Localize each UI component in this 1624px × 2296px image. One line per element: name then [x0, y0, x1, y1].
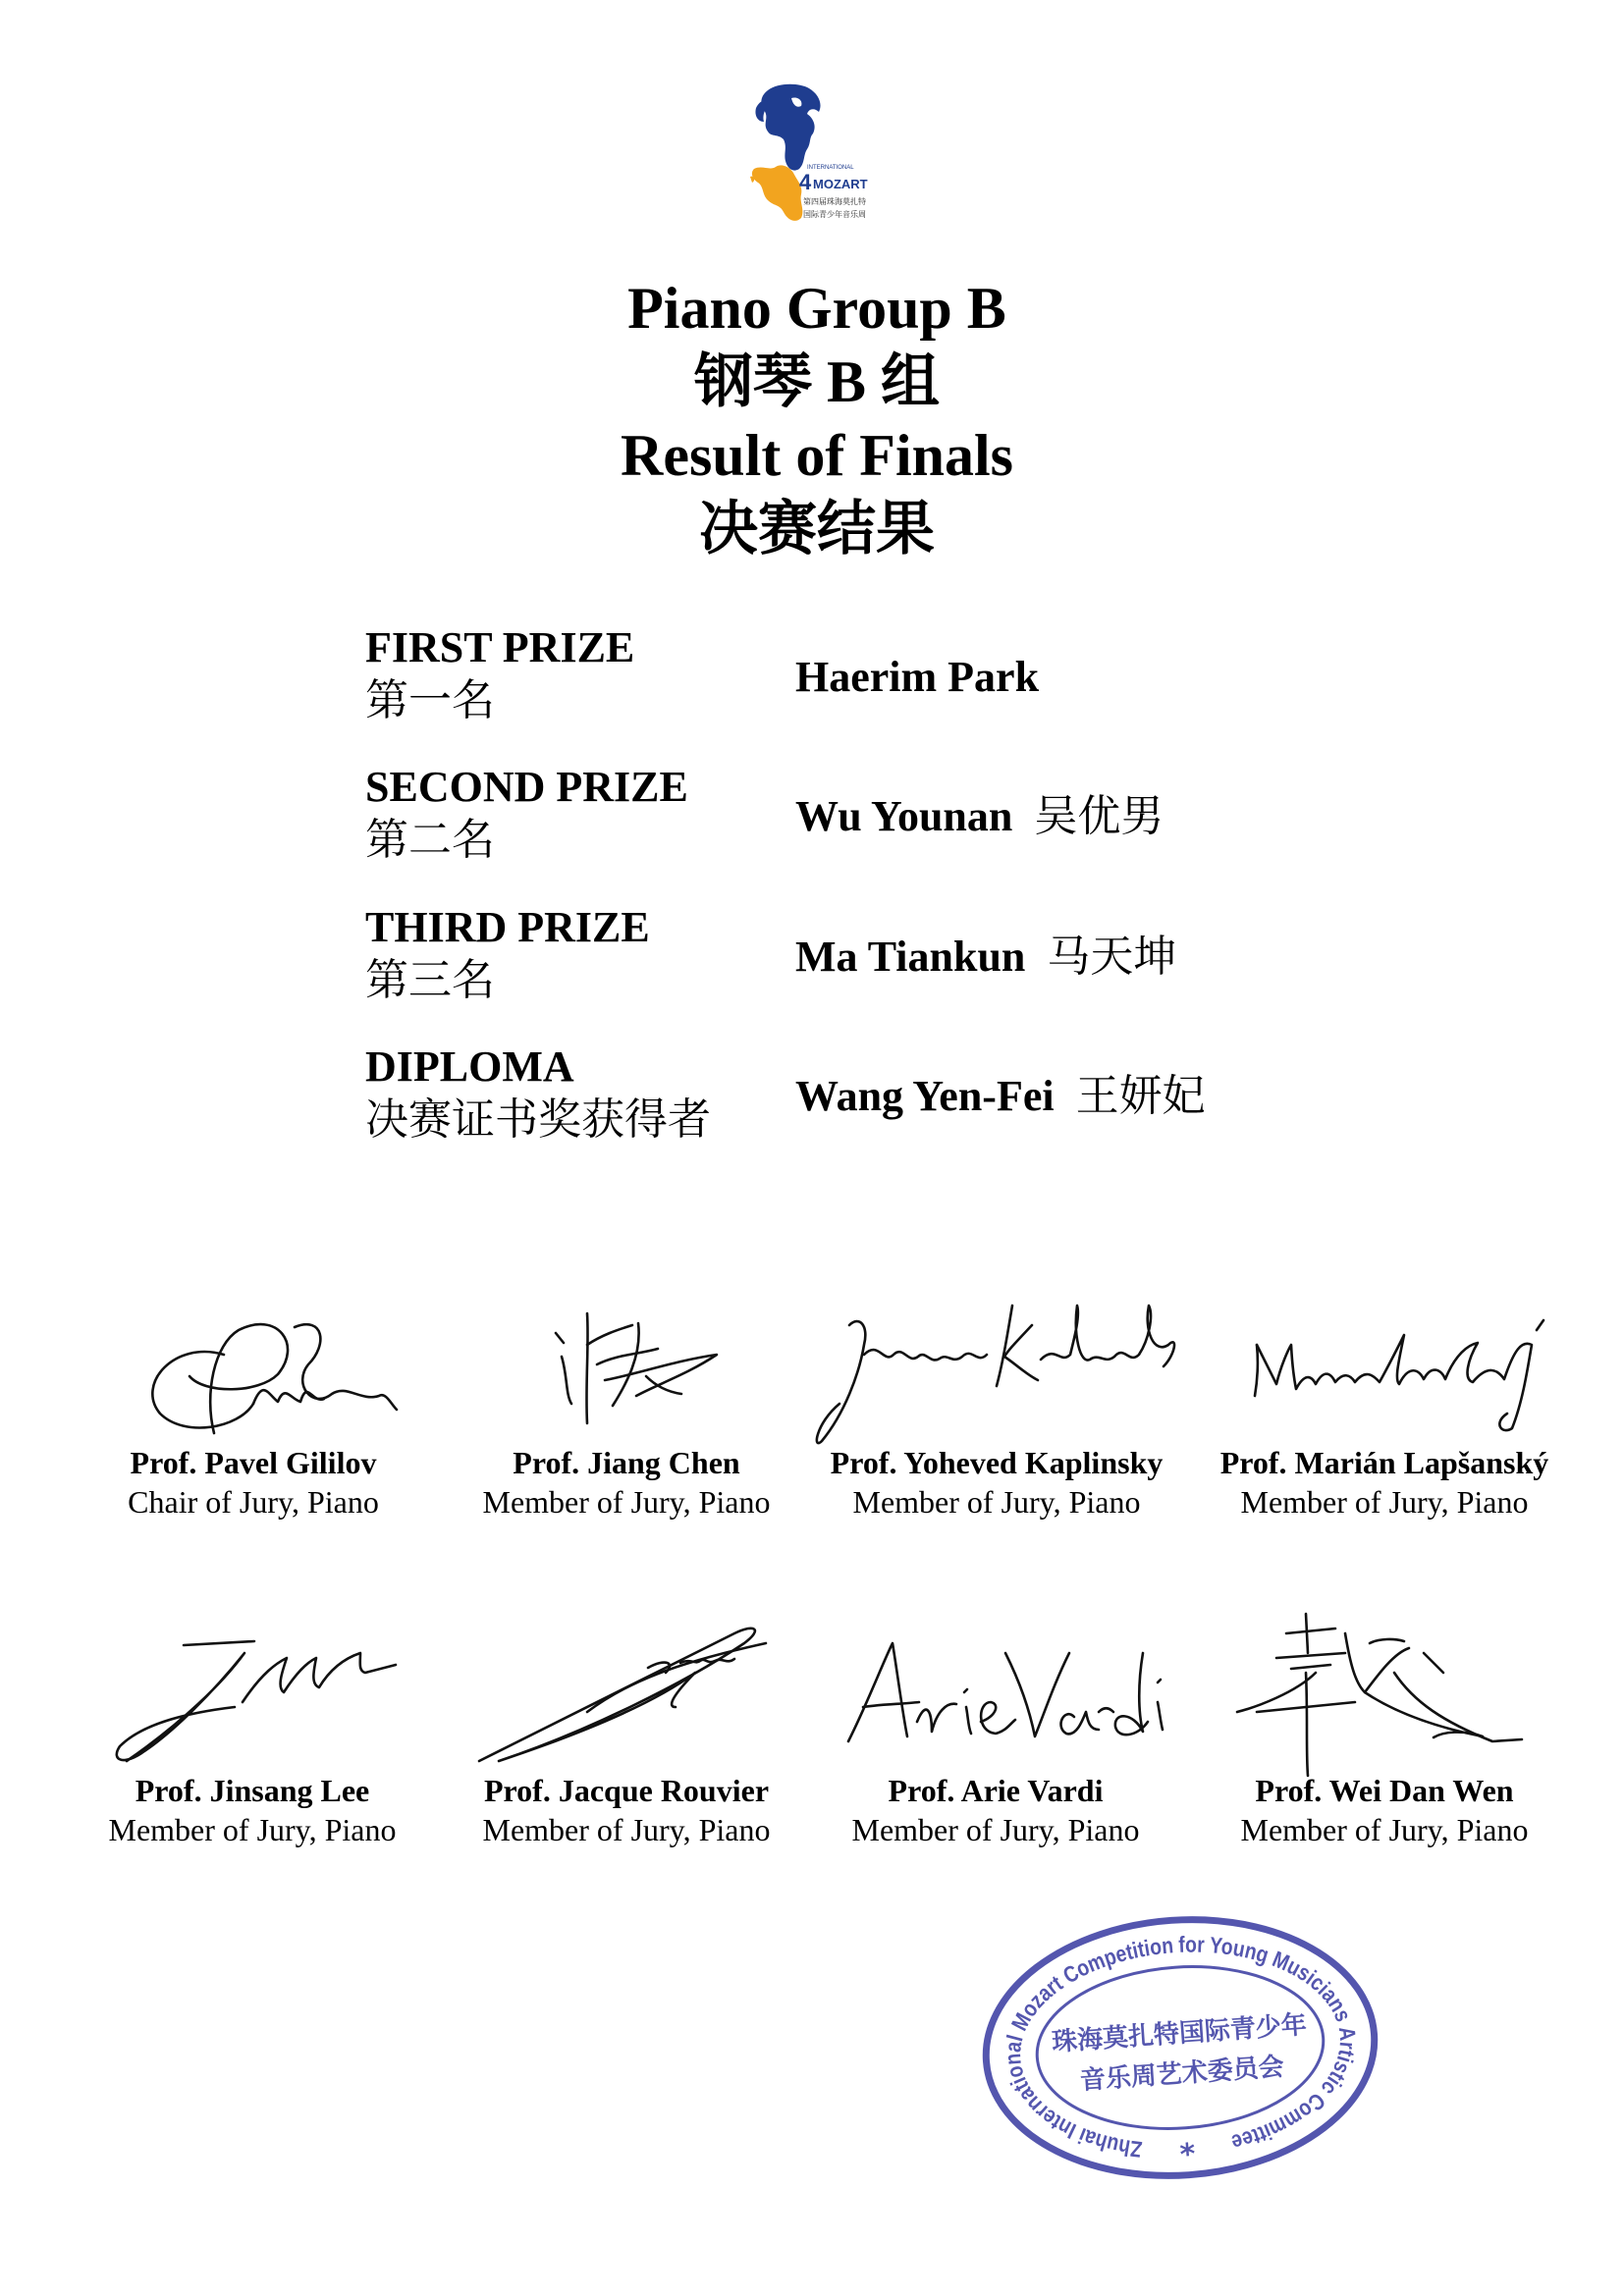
jury-member [810, 1286, 1183, 1522]
jury-role: Member of Jury, Piano [1240, 1812, 1529, 1847]
signature-jinsang-lee [66, 1614, 439, 1771]
mozart-silhouette-icon [761, 84, 820, 171]
jury-name: Prof. Jacque Rouvier [483, 1773, 770, 1808]
prize-label-zh: 第二名 [365, 816, 495, 864]
logo-zh-line2: 国际青少年音乐周 [803, 210, 866, 219]
title-en: Piano Group B [627, 276, 1006, 341]
prize-label-en: THIRD PRIZE [365, 903, 650, 951]
signature-vardi [809, 1614, 1182, 1771]
seal-star-icon: * [1178, 2137, 1197, 2173]
winner-name-zh: 王妍妃 [1075, 1072, 1206, 1120]
jury-role: Member of Jury, Piano [851, 1812, 1140, 1847]
signature-rouvier [440, 1614, 813, 1771]
subtitle-zh: 决赛结果 [699, 497, 935, 561]
winner-name-zh: 吴优男 [1034, 792, 1164, 840]
signature-lapsansky [1198, 1286, 1571, 1443]
jury-role: Member of Jury, Piano [108, 1812, 397, 1847]
jury-role: Member of Jury, Piano [482, 1484, 771, 1520]
signature-kaplinsky [810, 1286, 1183, 1443]
winner-name-en: Ma Tiankun [795, 933, 1026, 981]
result-row-diploma [365, 1041, 1249, 1151]
result-row-first-prize [365, 622, 1249, 732]
jury-member [440, 1614, 813, 1849]
jury-name: Prof. Pavel Gililov [130, 1445, 377, 1480]
subtitle-en: Result of Finals [620, 423, 1014, 488]
result-row-third-prize [365, 902, 1249, 1012]
jury-name: Prof. Arie Vardi [888, 1773, 1104, 1808]
jury-member [440, 1286, 813, 1522]
signature-gililov [67, 1286, 440, 1443]
logo-brand: MOZART [813, 177, 868, 191]
winner-name-zh: 马天坤 [1047, 933, 1177, 981]
logo-small-line: INTERNATIONAL [807, 165, 854, 171]
jury-name: Prof. Yoheved Kaplinsky [830, 1445, 1164, 1480]
seal-center-line2: 音乐周艺术委员会 [1079, 2052, 1285, 2097]
prize-label-en: FIRST PRIZE [365, 623, 635, 671]
prize-label-en: SECOND PRIZE [365, 763, 688, 811]
prize-label-en: DIPLOMA [365, 1042, 574, 1091]
signature-wei-dan-wen [1198, 1614, 1571, 1771]
winner-name [795, 652, 1039, 703]
map-shape-icon [752, 165, 802, 220]
prize-label-zh: 决赛证书奖获得者 [365, 1095, 711, 1144]
result-row-second-prize [365, 762, 1249, 872]
winner-name-en: Wang Yen-Fei [795, 1072, 1055, 1120]
page-title [522, 272, 1111, 566]
jury-member [1198, 1614, 1571, 1849]
jury-role: Member of Jury, Piano [852, 1484, 1141, 1520]
jury-role: Member of Jury, Piano [1240, 1484, 1529, 1520]
winner-name-en: Wu Younan [795, 792, 1013, 840]
jury-role: Chair of Jury, Piano [128, 1484, 379, 1520]
jury-name: Prof. Marián Lapšanský [1219, 1445, 1549, 1480]
logo-zh-line1: 第四届珠海莫扎特 [803, 197, 866, 206]
prize-label-zh: 第一名 [365, 676, 495, 724]
title-zh: 钢琴 B 组 [693, 349, 941, 414]
winner-name [795, 932, 1176, 983]
winner-name [795, 791, 1164, 842]
winner-name-en: Haerim Park [795, 653, 1040, 701]
jury-name: Prof. Wei Dan Wen [1255, 1773, 1514, 1808]
prize-label-zh: 第三名 [365, 956, 495, 1004]
jury-name: Prof. Jiang Chen [513, 1445, 740, 1480]
seal-ring-text: Zhuhai International Mozart Competition for Young Musicians Artistic Committee [999, 1931, 1362, 2163]
jury-role: Member of Jury, Piano [482, 1812, 771, 1847]
signature-jiang-chen [440, 1286, 813, 1443]
jury-name: Prof. Jinsang Lee [135, 1773, 370, 1808]
committee-seal [952, 1890, 1404, 2204]
seal-center-line1: 珠海莫扎特国际青少年 [1051, 2010, 1308, 2058]
jury-member [1198, 1286, 1571, 1522]
mozart-festival-logo [748, 79, 886, 226]
jury-member [809, 1614, 1182, 1849]
jury-member [66, 1614, 439, 1849]
logo-edition: 4 [799, 170, 812, 194]
jury-member [67, 1286, 440, 1522]
winner-name [795, 1071, 1206, 1122]
